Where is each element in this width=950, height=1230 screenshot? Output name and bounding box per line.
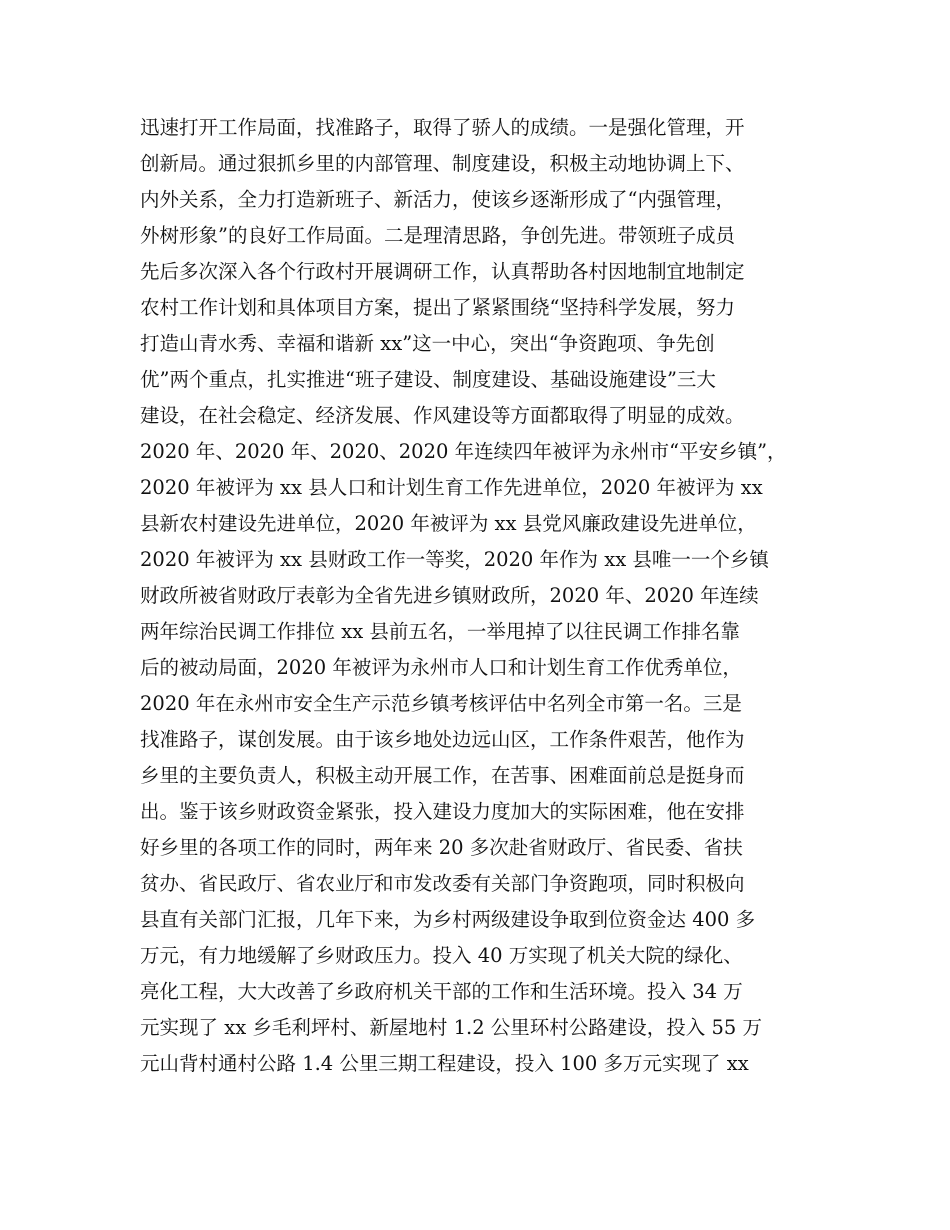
- text-line: 农村工作计划和具体项目方案，提出了紧紧围绕“坚持科学发展，努力: [140, 296, 735, 319]
- text-line: 先后多次深入各个行政村开展调研工作，认真帮助各村因地制宜地制定: [140, 260, 745, 283]
- text-line: 出。鉴于该乡财政资金紧张，投入建设力度加大的实际困难，他在安排: [140, 800, 745, 823]
- text-line: 贫办、省民政厅、省农业厅和市发改委有关部门争资跑项，同时积极向: [140, 872, 745, 895]
- text-line: 2020 年在永州市安全生产示范乡镇考核评估中名列全市第一名。三是: [140, 692, 742, 715]
- text-line: 两年综治民调工作排位 xx 县前五名，一举甩掉了以往民调工作排名靠: [140, 620, 740, 643]
- text-line: 财政所被省财政厅表彰为全省先进乡镇财政所，2020 年、2020 年连续: [140, 584, 759, 607]
- text-line: 元山背村通村公路 1.4 公里三期工程建设，投入 100 多万元实现了 xx: [140, 1052, 749, 1075]
- text-line: 2020 年被评为 xx 县人口和计划生育工作先进单位，2020 年被评为 xx: [140, 476, 763, 499]
- text-line: 找准路子，谋创发展。由于该乡地处边远山区，工作条件艰苦，他作为: [140, 728, 745, 751]
- text-line: 外树形象”的良好工作局面。二是理清思路，争创先进。带领班子成员: [140, 224, 735, 247]
- text-line: 2020 年被评为 xx 县财政工作一等奖，2020 年作为 xx 县唯一一个乡镇: [140, 548, 769, 571]
- text-line: 迅速打开工作局面，找准路子，取得了骄人的成绩。一是强化管理，开: [140, 116, 745, 139]
- text-line: 万元，有力地缓解了乡财政压力。投入 40 万实现了机关大院的绿化、: [140, 944, 743, 967]
- text-line: 乡里的主要负责人，积极主动开展工作，在苦事、困难面前总是挺身而: [140, 764, 745, 787]
- body-text: [140, 110, 830, 1082]
- text-line: 创新局。通过狠抓乡里的内部管理、制度建设，积极主动地协调上下、: [140, 152, 745, 175]
- text-line: 县直有关部门汇报，几年下来，为乡村两级建设争取到位资金达 400 多: [140, 908, 756, 931]
- text-line: 好乡里的各项工作的同时，两年来 20 多次赴省财政厅、省民委、省扶: [140, 836, 743, 859]
- text-line: 元实现了 xx 乡毛利坪村、新屋地村 1.2 公里环村公路建设，投入 55 万: [140, 1016, 763, 1039]
- text-line: 后的被动局面，2020 年被评为永州市人口和计划生育工作优秀单位，: [140, 656, 742, 679]
- text-line: 打造山青水秀、幸福和谐新 xx”这一中心，突出“争资跑项、争先创: [140, 332, 715, 355]
- text-line: 县新农村建设先进单位，2020 年被评为 xx 县党风廉政建设先进单位，: [140, 512, 757, 535]
- text-line: 内外关系，全力打造新班子、新活力，使该乡逐渐形成了“内强管理，: [140, 188, 735, 211]
- text-line: 亮化工程，大大改善了乡政府机关干部的工作和生活环境。投入 34 万: [140, 980, 743, 1003]
- text-line: 2020 年、2020 年、2020、2020 年连续四年被评为永州市“平安乡镇”，: [140, 440, 787, 463]
- text-line: 优”两个重点，扎实推进“班子建设、制度建设、基础设施建设”三大: [140, 368, 716, 391]
- text-line: 建设，在社会稳定、经济发展、作风建设等方面都取得了明显的成效。: [140, 404, 745, 427]
